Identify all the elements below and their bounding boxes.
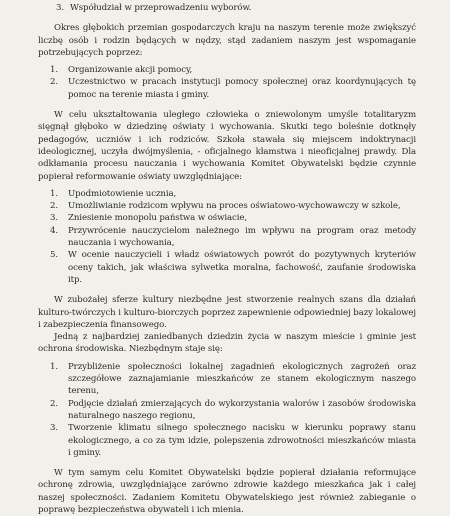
item-text: Uczestnictwo w pracach instytucji pomocy społecznej oraz koordynujących tę pomoc na terenie miasta i gminy. (68, 77, 416, 100)
paragraph-environment: Jedną z najbardziej zaniedbanych dziedzin życia w naszym mieście i gminie jest ochrona środowiska. Niezbędnym staje się: (38, 332, 416, 355)
paragraph-culture: W zubożałej sferze kultury niezbędne jest stworzenie realnych szans dla działań kulturo-twórczych i kulturo-biorczych poprzez zapewnienie odpowiedniej bazy lokalowej i zabezpieczenia finansowego. (38, 295, 416, 330)
list-item (38, 212, 416, 224)
item-number: 1. (50, 361, 58, 372)
item-number: 3. (56, 3, 64, 13)
item-text: Tworzenie klimatu silnego społecznego nacisku w kierunku poprawy stanu ekologicznego, a co za tym idzie, polepszenia zdrowotności mieszkańców miasta i gminy. (68, 423, 416, 458)
item-text: Zniesienie monopolu państwa w oświacie, (68, 213, 248, 224)
paragraph-education: W celu ukształtowania uległego człowieka o zniewolonym umyśle totalitaryzm sięgnął głęboko w dziedzinę oświaty i wychowania. Skutki tego boleśnie dotknęły pedagogów, uczniów i ich rodziców. Szkoła stawała się miejscem indoktrynacji ideologicznej, uczyła dwójmyślenia, - oficjalnego kłamstwa i nieoficjalnej prawdy. Dla odkłamania procesu nauczania i wychowania Komitet Obywatelski będzie czynnie popierał reformowanie oświaty uwzględniające: (38, 110, 416, 182)
item-text: Podjęcie działań zmierzających do wykorzystania walorów i zasobów środowiska naturalnego naszego regionu, (68, 398, 416, 421)
list-item (38, 76, 416, 101)
item-text: Upodmiotowienie ucznia, (68, 188, 177, 199)
item-text: Organizowanie akcji pomocy, (68, 65, 193, 76)
item-number: 1. (50, 65, 58, 76)
list-item (38, 249, 416, 286)
paragraph-health: W tym samym celu Komitet Obywatelski będzie popierał działania reformujące ochronę zdrowia, uwzględniające zarówno zdrowie każdego mieszkańca jak i całej naszej społeczności. Zadaniem Komitetu Obywatelskiego jest również zabieganie o poprawę bezpieczeństwa obywateli i ich mienia. (38, 468, 416, 515)
item-number: 3. (50, 213, 58, 224)
item-text: Umożliwianie rodzicom wpływu na proces oświatowo-wychowawczy w szkole, (68, 201, 401, 212)
item-number: 4. (50, 225, 58, 236)
item-text: Przywrócenie nauczycielom należnego im wpływu na program oraz metody nauczania i wychowania, (68, 225, 416, 249)
item-number: 2. (50, 201, 58, 212)
list-item (38, 200, 416, 212)
paragraph-poverty: Okres głębokich przemian gospodarczych kraju na naszym terenie może zwiększyć liczbę osób i rodzin będących w nędzy, stąd zadaniem naszym jest wspomaganie potrzebujących poprzez: (38, 23, 416, 58)
list-item (38, 225, 416, 250)
item-text: Przybliżenie społeczności lokalnej zagadnień ekologicznych zagrożeń oraz szczegółowe zaznajamianie mieszkańców ze stanem ekologicznym naszego terenu, (68, 361, 416, 397)
item-text: W ocenie nauczycieli i władz oświatowych powrót do pozytywnych kryteriów oceny takich, jak właściwa sylwetka moralna, fachowość, zaufanie środowiska itp. (68, 250, 416, 285)
item-number: 2. (50, 398, 58, 409)
list-item (38, 64, 416, 76)
list-item (38, 422, 416, 459)
item-number: 3. (50, 423, 58, 434)
item-number: 2. (50, 77, 58, 88)
item-number: 1. (50, 188, 58, 199)
list-item (38, 361, 416, 398)
item-text: Współudział w przeprowadzeniu wyborów. (70, 3, 252, 13)
item-number: 5. (50, 250, 58, 261)
list-item (38, 188, 416, 200)
list-item (44, 2, 416, 14)
list-item (38, 398, 416, 423)
